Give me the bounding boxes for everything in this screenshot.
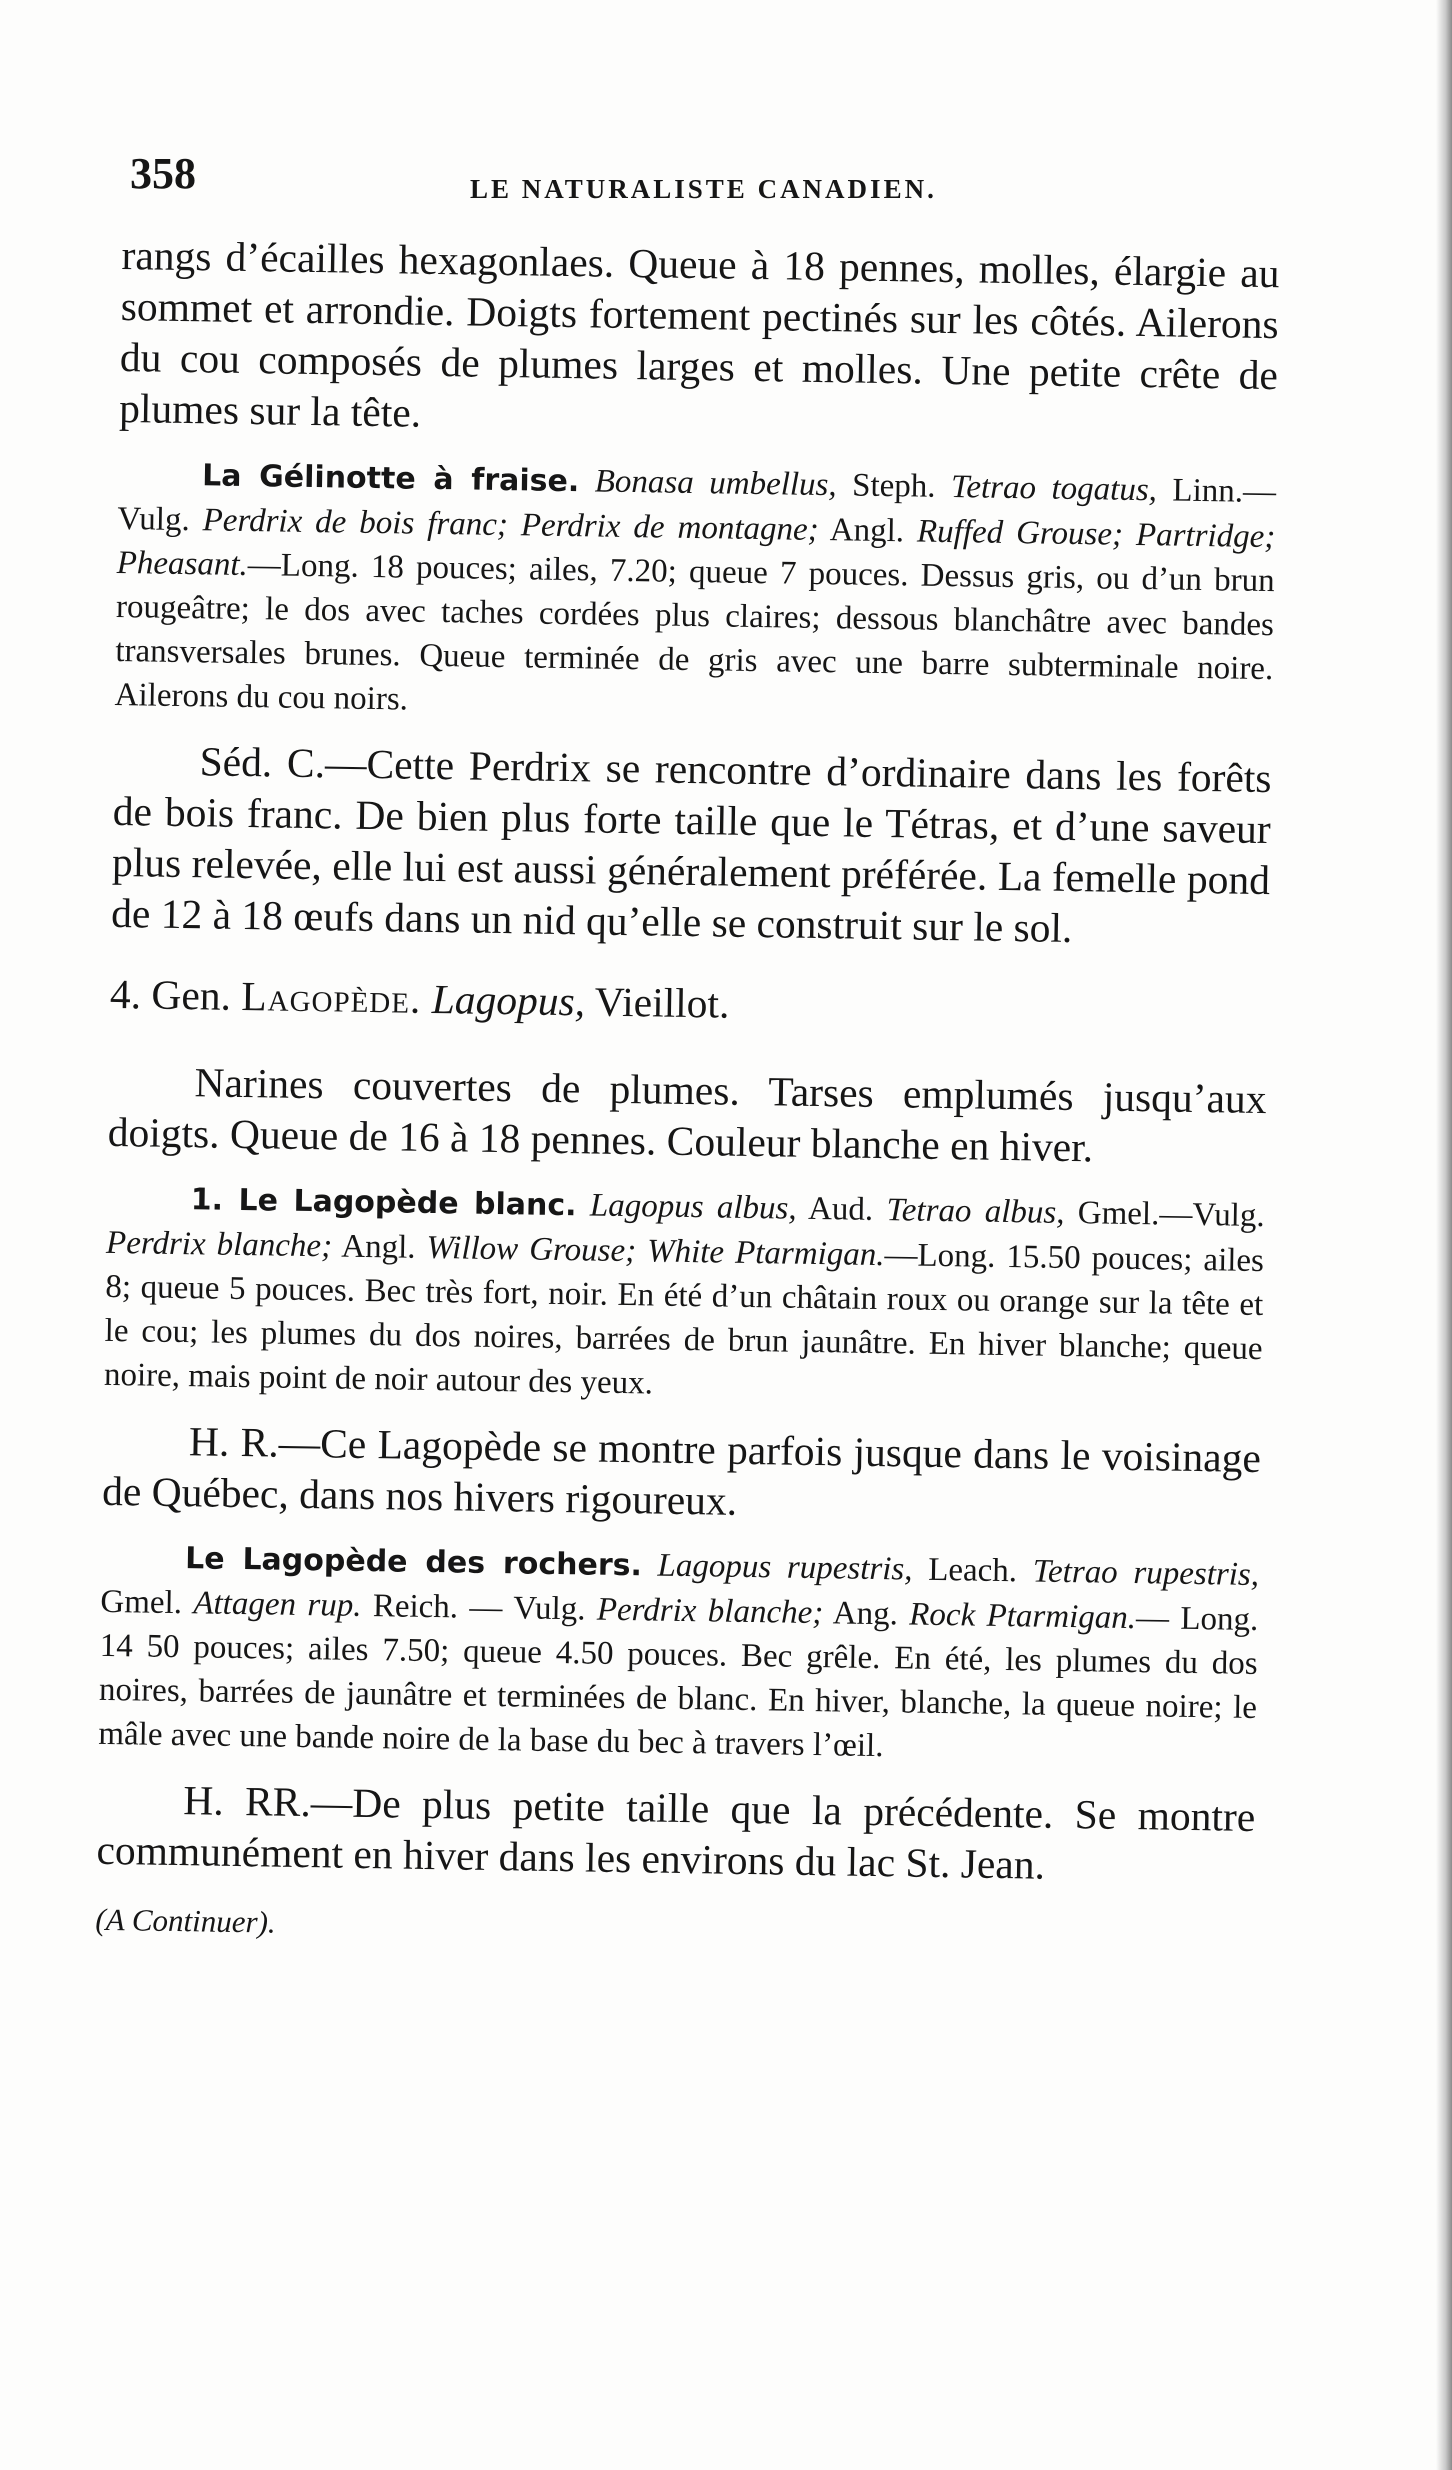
english-label: Angl. xyxy=(331,1228,427,1266)
continued-note xyxy=(95,1902,1253,1956)
synonym-authority: Gmel.—Vulg. xyxy=(1064,1194,1265,1235)
synonym-authority: Gmel. xyxy=(100,1583,194,1622)
species-name: 1. Le Lagopède blanc. xyxy=(190,1182,577,1224)
page-body xyxy=(95,230,1280,1956)
paragraph-genus-description: rangs d’écailles hexagonlaes. Queue à 18 pennes, molles, élargie au sommet et arrondie. Doigts fortement pectinés sur les côtés. Ailerons du cou composés de plumes larges et molles. Une petite crête de plumes sur la tête. xyxy=(118,231,1280,436)
english-names: Rock Ptarmigan. xyxy=(909,1596,1137,1637)
paragraph-lagopede-genus: Narines couvertes de plumes. Tarses emplumés jusqu’aux doigts. Queue de 16 à 18 pennes. Couleur blanche en hiver. xyxy=(107,1059,1267,1171)
page-header xyxy=(130,140,1280,210)
species-entry-gelinotte xyxy=(114,452,1276,735)
page-edge-shadow xyxy=(1436,0,1452,2470)
page-number: 358 xyxy=(130,149,196,198)
synonym-authority: Linn.—Vulg. xyxy=(117,472,1277,539)
species-description: — Long. 14 50 pouces; ailes 7.50; queue 4.50 pouces. Bec grêle. En été, les plumes du dos noires, barrées de jaunâtre et terminées de blanc. En hiver, blanche, la queue noire; le mâle avec une bande noire de la base du bec à travers l’œil. xyxy=(98,1600,1259,1765)
paragraph-lagopede-blanc-habitat: H. R.—Ce Lagopède se montre parfois jusque dans le voisinage de Québec, dans nos hivers rigoureux. xyxy=(101,1418,1262,1524)
latin-name: Lagopus rupestris, xyxy=(641,1547,913,1588)
species-description: —Long. 15.50 pouces; ailes 8; queue 5 pouces. Bec très fort, noir. En été d’un châtain roux ou orange sur la tête et le cou; les plumes du dos noires, barrées de brun jaunâtre. En hiver blanche; queue noire, mais point de noir autour des yeux. xyxy=(103,1237,1265,1402)
genus-author: Vieillot. xyxy=(584,978,730,1027)
authority: Aud. xyxy=(796,1190,887,1229)
genus-name: Lagopède. xyxy=(241,972,422,1022)
genus-heading xyxy=(110,969,1269,1038)
english-label: Angl. xyxy=(818,511,918,550)
genus-prefix: 4. Gen. xyxy=(109,970,242,1019)
paragraph-gelinotte-habitat: Séd. C.—Cette Perdrix se rencontre d’ordinaire dans les forêts de bois franc. De bien plus forte taille que le Tétras, et d’une saveur plus relevée, elle lui est aussi généralement préférée. La femelle pond de 12 à 18 œufs dans un nid qu’elle se construit sur le sol. xyxy=(110,738,1272,952)
synonym-2-authority: Reich. — Vulg. xyxy=(361,1587,598,1628)
english-names: Ruffed Grouse; Partridge; Pheasant. xyxy=(116,513,1276,584)
running-head: LE NATURALISTE CANADIEN. xyxy=(470,174,937,204)
authority: Leach. xyxy=(912,1551,1034,1590)
genus-latin: Lagopus, xyxy=(421,975,586,1025)
vulgar-name: Perdrix blanche; xyxy=(596,1591,824,1632)
synonym-2: Attagen rup. xyxy=(193,1585,362,1624)
vulgar-name-1: Perdrix de bois franc; xyxy=(202,502,509,544)
species-name: Le Lagopède des rochers. xyxy=(184,1541,643,1584)
latin-name: Bonasa umbellus, xyxy=(594,463,837,504)
species-entry-lagopede-blanc xyxy=(104,1176,1265,1415)
english-label: Ang. xyxy=(822,1595,910,1633)
paragraph-lagopede-rochers-habitat: H. RR.—De plus petite taille que la précédente. Se montre communément en hiver dans les environs du lac St. Jean. xyxy=(96,1777,1256,1888)
continued-text: (A Continuer). xyxy=(95,1901,276,1940)
synonym: Tetrao albus, xyxy=(886,1192,1065,1231)
species-description: —Long. 18 pouces; ailes, 7.20; queue 7 pouces. Dessus gris, ou d’un brun rougeâtre; le dos avec taches cordées plus claires; dessous blanchâtre avec bandes transversales brunes. Queue terminée de gris avec une barre subterminale noire. Ailerons du cou noirs. xyxy=(114,547,1275,718)
authority: Steph. xyxy=(836,467,952,506)
species-name: La Gélinotte à fraise. xyxy=(201,458,580,500)
english-names: Willow Grouse; White Ptarmigan. xyxy=(426,1229,885,1274)
latin-name: Lagopus albus, xyxy=(576,1187,797,1227)
synonym: Tetrao rupestris, xyxy=(1032,1553,1260,1594)
vulgar-name-2: Perdrix de montagne; xyxy=(507,507,819,548)
synonym: Tetrao togatus, xyxy=(950,469,1158,509)
species-entry-lagopede-rochers xyxy=(98,1535,1259,1774)
vulgar-name: Perdrix blanche; xyxy=(105,1224,333,1265)
